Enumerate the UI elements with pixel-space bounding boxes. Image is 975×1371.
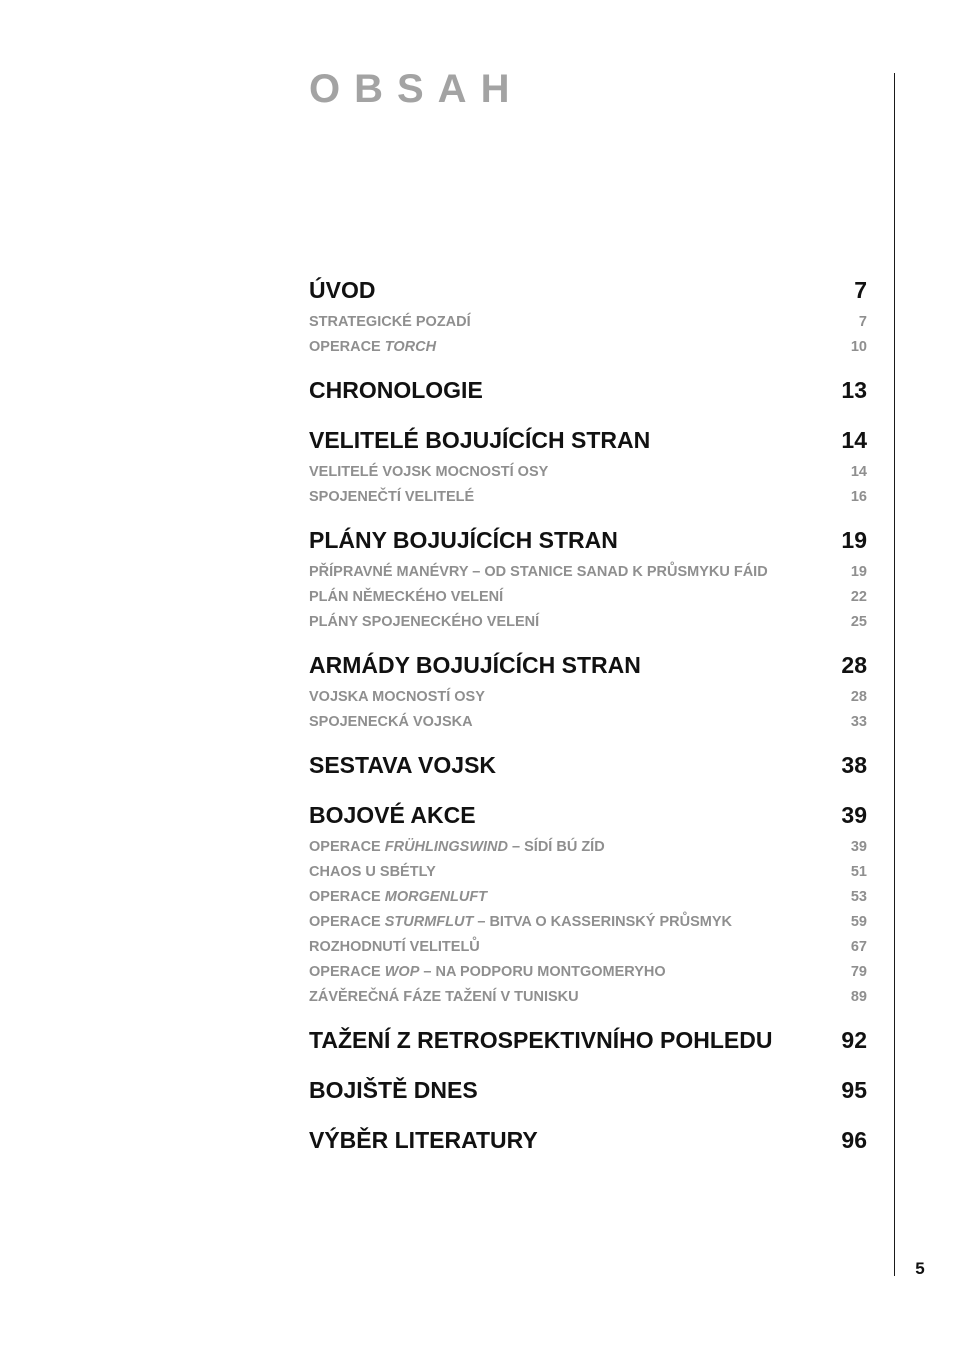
toc-section	[309, 335, 867, 360]
margin-rule	[894, 73, 895, 1276]
toc-entry-title-part: – SÍDÍ BÚ ZÍD	[508, 839, 605, 855]
toc-entry-title-part: OPERACE	[309, 914, 385, 930]
toc-entry-page: 13	[841, 377, 867, 403]
toc-entry-page: 10	[850, 339, 867, 355]
toc-entry-title	[309, 560, 768, 585]
toc-gap	[309, 785, 867, 795]
toc-section	[309, 985, 867, 1010]
toc-entry-title-part: ROZHODNUTÍ VELITELŮ	[309, 939, 480, 955]
toc-chapter	[309, 795, 867, 835]
toc-entry-title-part: OPERACE	[309, 889, 385, 905]
toc-entry-title: BOJIŠTĚ DNES	[309, 1077, 478, 1103]
toc-entry-title: ARMÁDY BOJUJÍCÍCH STRAN	[309, 652, 641, 678]
toc-entry-page: 53	[850, 889, 867, 905]
toc-entry-page: 25	[850, 614, 867, 630]
toc-entry-page: 79	[850, 964, 867, 980]
toc-section	[309, 835, 867, 860]
toc-entry-title	[309, 460, 548, 485]
toc-entry-page: 38	[841, 752, 867, 778]
toc-entry-title-part: STURMFLUT	[384, 914, 474, 930]
toc-section	[309, 485, 867, 510]
toc-entry-title: CHRONOLOGIE	[309, 377, 483, 403]
toc-entry-title	[309, 310, 471, 335]
toc-entry-page: 14	[841, 427, 867, 453]
toc-entry-page: 96	[841, 1127, 867, 1153]
toc-entry-title: VÝBĚR LITERATURY	[309, 1127, 538, 1153]
toc-section	[309, 685, 867, 710]
toc-entry-page: 14	[850, 464, 867, 480]
toc-gap	[309, 1110, 867, 1120]
toc-entry-title: BOJOVÉ AKCE	[309, 802, 476, 828]
toc-section	[309, 610, 867, 635]
toc-entry-title-part: – NA PODPORU MONTGOMERYHO	[419, 964, 666, 980]
toc-entry-title-part: ZÁVĚREČNÁ FÁZE TAŽENÍ V TUNISKU	[309, 989, 579, 1005]
toc-entry-title	[309, 335, 436, 360]
toc-entry-title	[309, 985, 579, 1010]
toc-entry-page: 33	[850, 714, 867, 730]
toc-entry-title-part: TORCH	[384, 339, 437, 355]
toc-entry-title: PLÁNY BOJUJÍCÍCH STRAN	[309, 527, 618, 553]
toc-chapter	[309, 1070, 867, 1110]
toc-gap	[309, 735, 867, 745]
toc-section	[309, 460, 867, 485]
toc-entry-title-part: STRATEGICKÉ POZADÍ	[309, 314, 471, 330]
toc-entry-title	[309, 685, 485, 710]
toc-entry-title	[309, 610, 539, 635]
toc-gap	[309, 510, 867, 520]
toc-entry-title-part: MORGENLUFT	[384, 889, 488, 905]
toc-entry-page: 16	[850, 489, 867, 505]
toc-entry-title	[309, 835, 605, 860]
toc-entry-page: 92	[841, 1027, 867, 1053]
toc-gap	[309, 1010, 867, 1020]
toc-chapter	[309, 1020, 867, 1060]
toc-gap	[309, 360, 867, 370]
toc-section	[309, 560, 867, 585]
toc-entry-title: ÚVOD	[309, 277, 376, 303]
toc-entry-page: 28	[841, 652, 867, 678]
toc-entry-title-part: OPERACE	[309, 839, 385, 855]
toc-entry-title: SESTAVA VOJSK	[309, 752, 497, 778]
toc-gap	[309, 635, 867, 645]
toc-entry-page: 28	[850, 689, 867, 705]
toc-section	[309, 935, 867, 960]
toc-chapter	[309, 520, 867, 560]
toc-entry-title	[309, 860, 436, 885]
toc-entry-page: 51	[850, 864, 867, 880]
toc-entry-title-part: VELITELÉ VOJSK MOCNOSTÍ OSY	[309, 464, 549, 480]
toc-entry-title-part: CHAOS U SBÉTLY	[309, 864, 436, 880]
toc-entry-title	[309, 960, 666, 985]
toc-entry-title-part: FRÜHLINGSWIND	[384, 839, 508, 855]
toc-chapter	[309, 745, 867, 785]
toc-chapter	[309, 270, 867, 310]
toc-entry-title	[309, 885, 487, 910]
toc-chapter	[309, 645, 867, 685]
toc-chapter	[309, 1120, 867, 1160]
toc-chapter	[309, 420, 867, 460]
toc-section	[309, 310, 867, 335]
toc-entry-title-part: SPOJENECKÁ VOJSKA	[309, 714, 473, 730]
toc-entry-page: 7	[858, 314, 867, 330]
toc-entry-title	[309, 710, 473, 735]
toc-entry-page: 67	[850, 939, 867, 955]
toc-chapter	[309, 370, 867, 410]
toc-entry-page: 89	[850, 989, 867, 1005]
toc-entry-page: 39	[850, 839, 867, 855]
toc-entry-page: 22	[850, 589, 867, 605]
toc-entry-title-part: PLÁNY SPOJENECKÉHO VELENÍ	[309, 614, 540, 630]
toc-entry-title	[309, 910, 732, 935]
toc-entry-page: 39	[841, 802, 867, 828]
toc-entry-title	[309, 485, 474, 510]
toc-entry-title-part: OPERACE	[309, 339, 385, 355]
toc-entry-page: 7	[854, 277, 867, 303]
toc-section	[309, 960, 867, 985]
toc-entry-title	[309, 935, 480, 960]
toc-entry-title-part: PLÁN NĚMECKÉHO VELENÍ	[309, 589, 504, 605]
page-title: OBSAH	[309, 67, 524, 111]
toc-entry-page: 19	[841, 527, 867, 553]
toc-section	[309, 585, 867, 610]
toc-entry-title-part: PŘÍPRAVNÉ MANÉVRY – OD STANICE SANAD K PRŮSMYKU FÁID	[309, 564, 768, 580]
table-of-contents	[309, 270, 867, 1160]
toc-entry-title-part: VOJSKA MOCNOSTÍ OSY	[309, 689, 485, 705]
toc-entry-page: 95	[841, 1077, 867, 1103]
toc-section	[309, 885, 867, 910]
toc-gap	[309, 1060, 867, 1070]
toc-entry-title-part: – BITVA O KASSERINSKÝ PRŮSMYK	[473, 914, 732, 930]
toc-entry-page: 19	[850, 564, 867, 580]
toc-entry-title	[309, 585, 503, 610]
toc-section	[309, 910, 867, 935]
toc-entry-page: 59	[850, 914, 867, 930]
toc-entry-title: VELITELÉ BOJUJÍCÍCH STRAN	[309, 427, 651, 453]
toc-section	[309, 710, 867, 735]
toc-section	[309, 860, 867, 885]
toc-entry-title-part: OPERACE	[309, 964, 385, 980]
toc-gap	[309, 410, 867, 420]
toc-entry-title-part: WOP	[384, 964, 420, 980]
page-number: 5	[915, 1259, 925, 1278]
toc-entry-title-part: SPOJENEČTÍ VELITELÉ	[309, 489, 475, 505]
toc-entry-title: TAŽENÍ Z RETROSPEKTIVNÍHO POHLEDU	[309, 1027, 773, 1053]
